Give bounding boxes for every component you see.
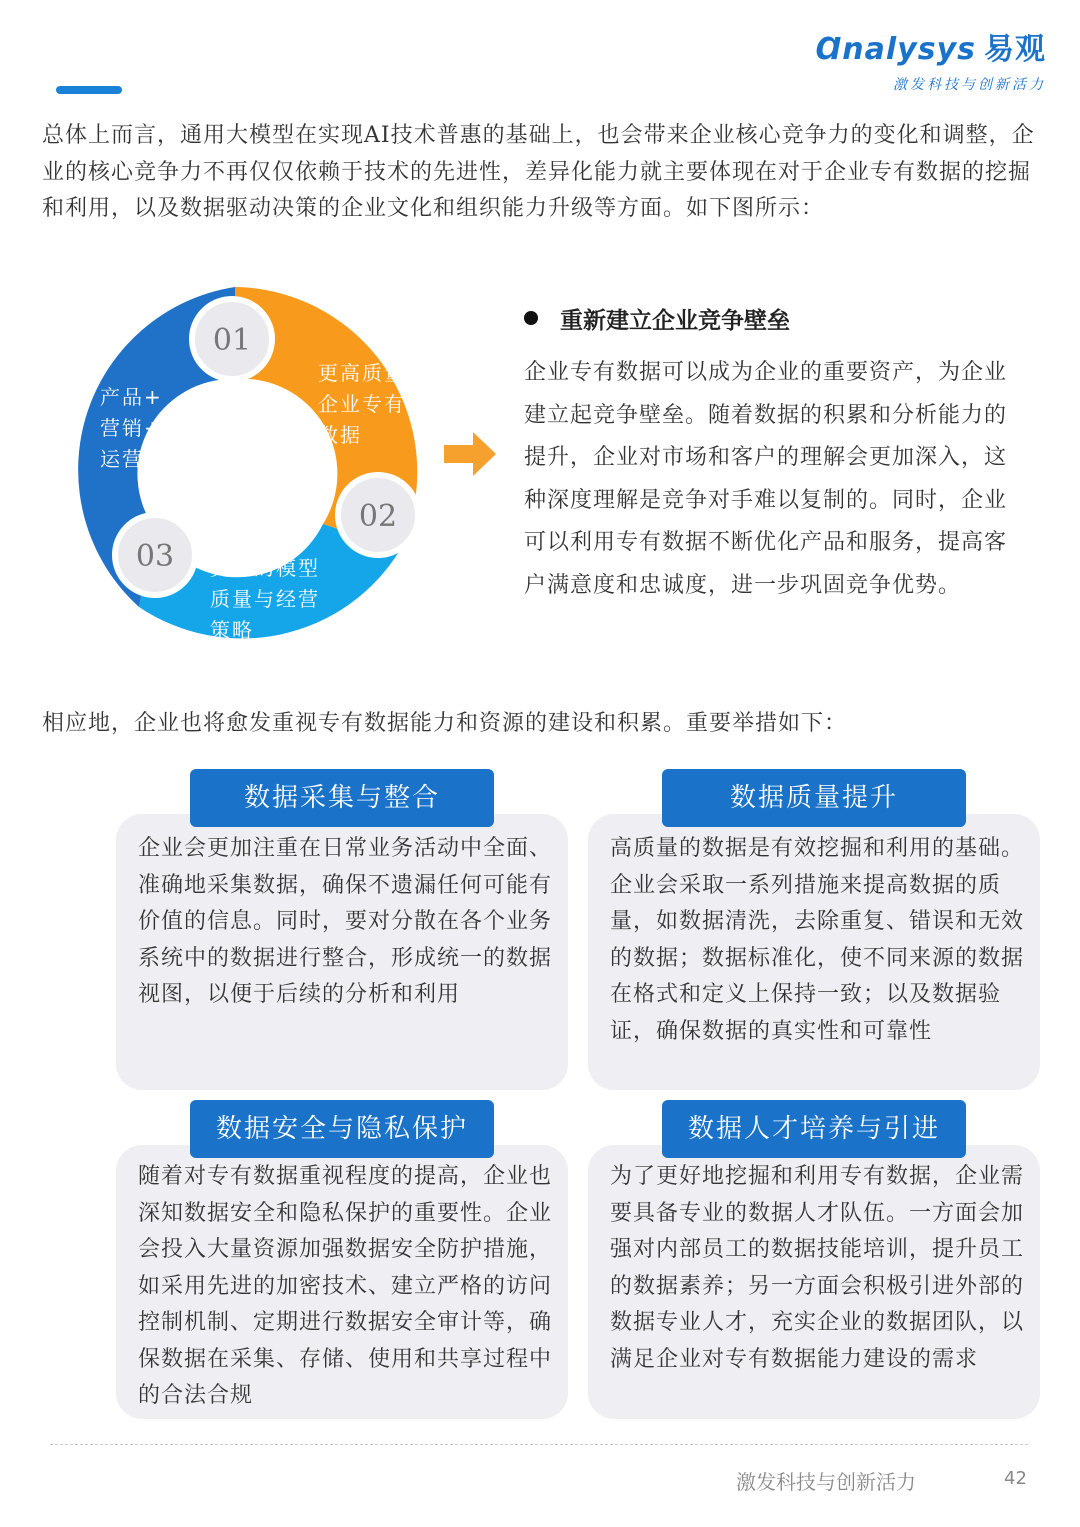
page-number: 42 (1004, 1468, 1027, 1489)
card-text-data-quality: 高质量的数据是有效挖掘和利用的基础。企业会采取一系列措施来提高数据的质量，如数据清洗，去除重复、错误和无效的数据；数据标准化，使不同来源的数据在格式和定义上保持一致；以及数据验证，确保数据的真实性和可靠性 (610, 836, 1025, 1044)
right-arrow-icon (444, 432, 496, 476)
logo-chinese: 易观 (984, 32, 1046, 67)
logo-latin: Ɑnalysys (815, 32, 976, 67)
lead-in-paragraph: 相应地，企业也将愈发重视专有数据能力和资源的建设和积累。重要举措如下： (42, 711, 848, 736)
section-accent-bar (56, 86, 122, 94)
cycle-label-02-line1: 更高质量 (318, 361, 406, 385)
cycle-label-02-line3: 数据 (318, 423, 362, 447)
footer-divider (50, 1444, 1028, 1445)
bullet-heading (524, 302, 790, 335)
brand-logo (815, 24, 1046, 94)
card-title-data-talent: 数据人才培养与引进 (662, 1100, 966, 1158)
card-title-data-quality: 数据质量提升 (662, 769, 966, 827)
footer-slogan: 激发科技与创新活力 (736, 1470, 916, 1494)
bullet-dot-icon (524, 311, 538, 325)
cycle-number-02: 02 (358, 499, 398, 534)
intro-paragraph: 总体上而言，通用大模型在实现AI技术普惠的基础上，也会带来企业核心竞争力的变化和调整，企业的核心竞争力不再仅仅依赖于技术的先进性，差异化能力就主要体现在对于企业专有数据的挖掘和利用，以及数据驱动决策的企业文化和组织能力升级等方面。如下图所示： (42, 123, 1035, 221)
card-text-data-security: 随着对专有数据重视程度的提高，企业也深知数据安全和隐私保护的重要性。企业会投入大量资源加强数据安全防护措施，如采用先进的加密技术、建立严格的访问控制机制、定期进行数据安全审计等，确保数据在采集、存储、使用和共享过程中的合法合规 (138, 1164, 553, 1408)
cycle-label-03-line2: 质量与经营 (210, 587, 320, 611)
cycle-label-03-line3: 策略 (210, 618, 254, 642)
cycle-number-01: 01 (212, 323, 252, 358)
cycle-diagram (60, 282, 500, 662)
cycle-label-03-line1: 更好的模型 (210, 556, 320, 580)
logo-wordmark (815, 24, 1046, 68)
cycle-label-01-line1: 产品+ (100, 385, 163, 409)
card-text-data-collection: 企业会更加注重在日常业务活动中全面、准确地采集数据，确保不遗漏任何可能有价值的信息。同时，要对分散在各个业务系统中的数据进行整合，形成统一的数据视图，以便于后续的分析和利用 (138, 836, 553, 1007)
bullet-body: 企业专有数据可以成为企业的重要资产，为企业建立起竞争壁垒。随着数据的积累和分析能力的提升，企业对市场和客户的理解会更加深入，这种深度理解是竞争对手难以复制的。同时，企业可以利用专有数据不断优化产品和服务，提高客户满意度和忠诚度，进一步巩固竞争优势。 (524, 360, 1008, 598)
card-title-data-collection: 数据采集与整合 (190, 769, 494, 827)
card-title-data-security: 数据安全与隐私保护 (190, 1100, 494, 1158)
logo-tagline: 激发科技与创新活力 (893, 77, 1046, 93)
cycle-label-01-line3: 运营 (100, 447, 144, 471)
cycle-label-01-line2: 营销+ (100, 416, 163, 440)
cycle-label-02-line2: 企业专有 (318, 392, 406, 416)
card-text-data-talent: 为了更好地挖掘和利用专有数据，企业需要具备专业的数据人才队伍。一方面会加强对内部员工的数据技能培训，提升员工的数据素养；另一方面会积极引进外部的数据专业人才，充实企业的数据团队，以满足企业对专有数据能力建设的需求 (610, 1164, 1025, 1372)
cycle-number-03: 03 (135, 539, 175, 574)
bullet-heading-text: 重新建立企业竞争壁垒 (560, 307, 790, 334)
